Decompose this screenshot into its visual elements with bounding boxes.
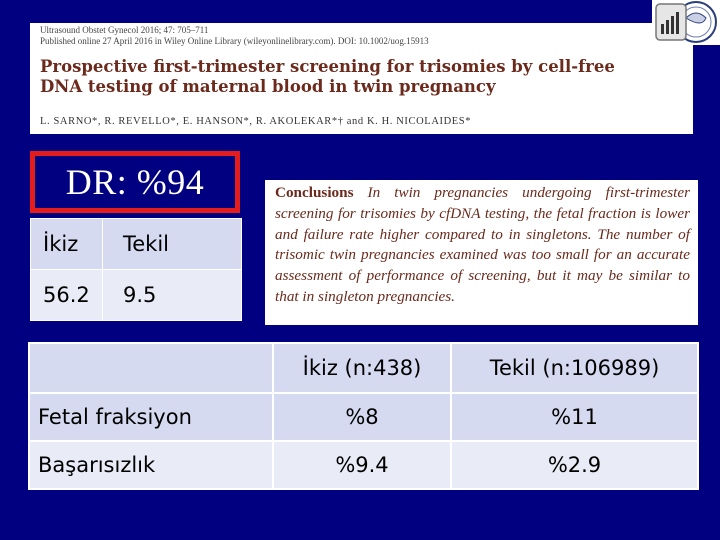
- mini-table-value-twin: 56.2: [31, 270, 103, 321]
- citation-line-2: Published online 27 April 2016 in Wiley Online Library (wileyonlinelibrary.com). DOI: 10.1002/uog.15913: [40, 36, 429, 46]
- paper-citation: [40, 25, 429, 47]
- paper-authors: L. SARNO*, R. REVELLO*, E. HANSON*, R. AKOLEKAR*† and K. H. NICOLAIDES*: [40, 116, 472, 127]
- fetal-fraction-mini-table: [30, 218, 242, 321]
- row-label-fetal-fraction: Fetal fraksiyon: [29, 393, 273, 441]
- table-row: [29, 441, 698, 489]
- mini-table-value-single: 9.5: [103, 270, 242, 321]
- conclusions-lead: Conclusions: [275, 184, 354, 201]
- detection-rate-text: DR: %94: [65, 162, 205, 202]
- failure-single-value: %2.9: [451, 441, 698, 489]
- row-label-failure: Başarısızlık: [29, 441, 273, 489]
- table-row: [29, 393, 698, 441]
- paper-header-image: [30, 23, 693, 134]
- comparison-header-single: Tekil (n:106989): [451, 343, 698, 393]
- mini-table-header-twin: İkiz: [31, 219, 103, 270]
- mini-table-value-row: [31, 270, 242, 321]
- mini-table-header-row: [31, 219, 242, 270]
- comparison-table: [28, 342, 699, 490]
- mini-table-header-single: Tekil: [103, 219, 242, 270]
- fetal-fraction-twin-value: %8: [273, 393, 451, 441]
- conclusions-excerpt: [265, 180, 698, 325]
- citation-line-1: Ultrasound Obstet Gynecol 2016; 47: 705–711: [40, 25, 209, 35]
- conclusions-body: In twin pregnancies undergoing first-trimester screening for trisomies by cfDNA testing, the fetal fraction is lower and failure rate higher compared to in singletons. The number of trisomic twin pregnancies examined was too small for an accurate assessment of performance of screening, but it may be similar to that in singleton pregnancies.: [275, 184, 691, 305]
- conclusions-paragraph: [275, 183, 690, 308]
- journal-logo: [652, 0, 720, 45]
- fetal-fraction-single-value: %11: [451, 393, 698, 441]
- paper-title: Prospective first-trimester screening for trisomies by cell-free DNA testing of maternal blood in twin pregnancy: [40, 57, 615, 96]
- comparison-header-twin: İkiz (n:438): [273, 343, 451, 393]
- comparison-header-empty: [29, 343, 273, 393]
- comparison-header-row: [29, 343, 698, 393]
- failure-twin-value: %9.4: [273, 441, 451, 489]
- detection-rate-badge: [30, 151, 240, 213]
